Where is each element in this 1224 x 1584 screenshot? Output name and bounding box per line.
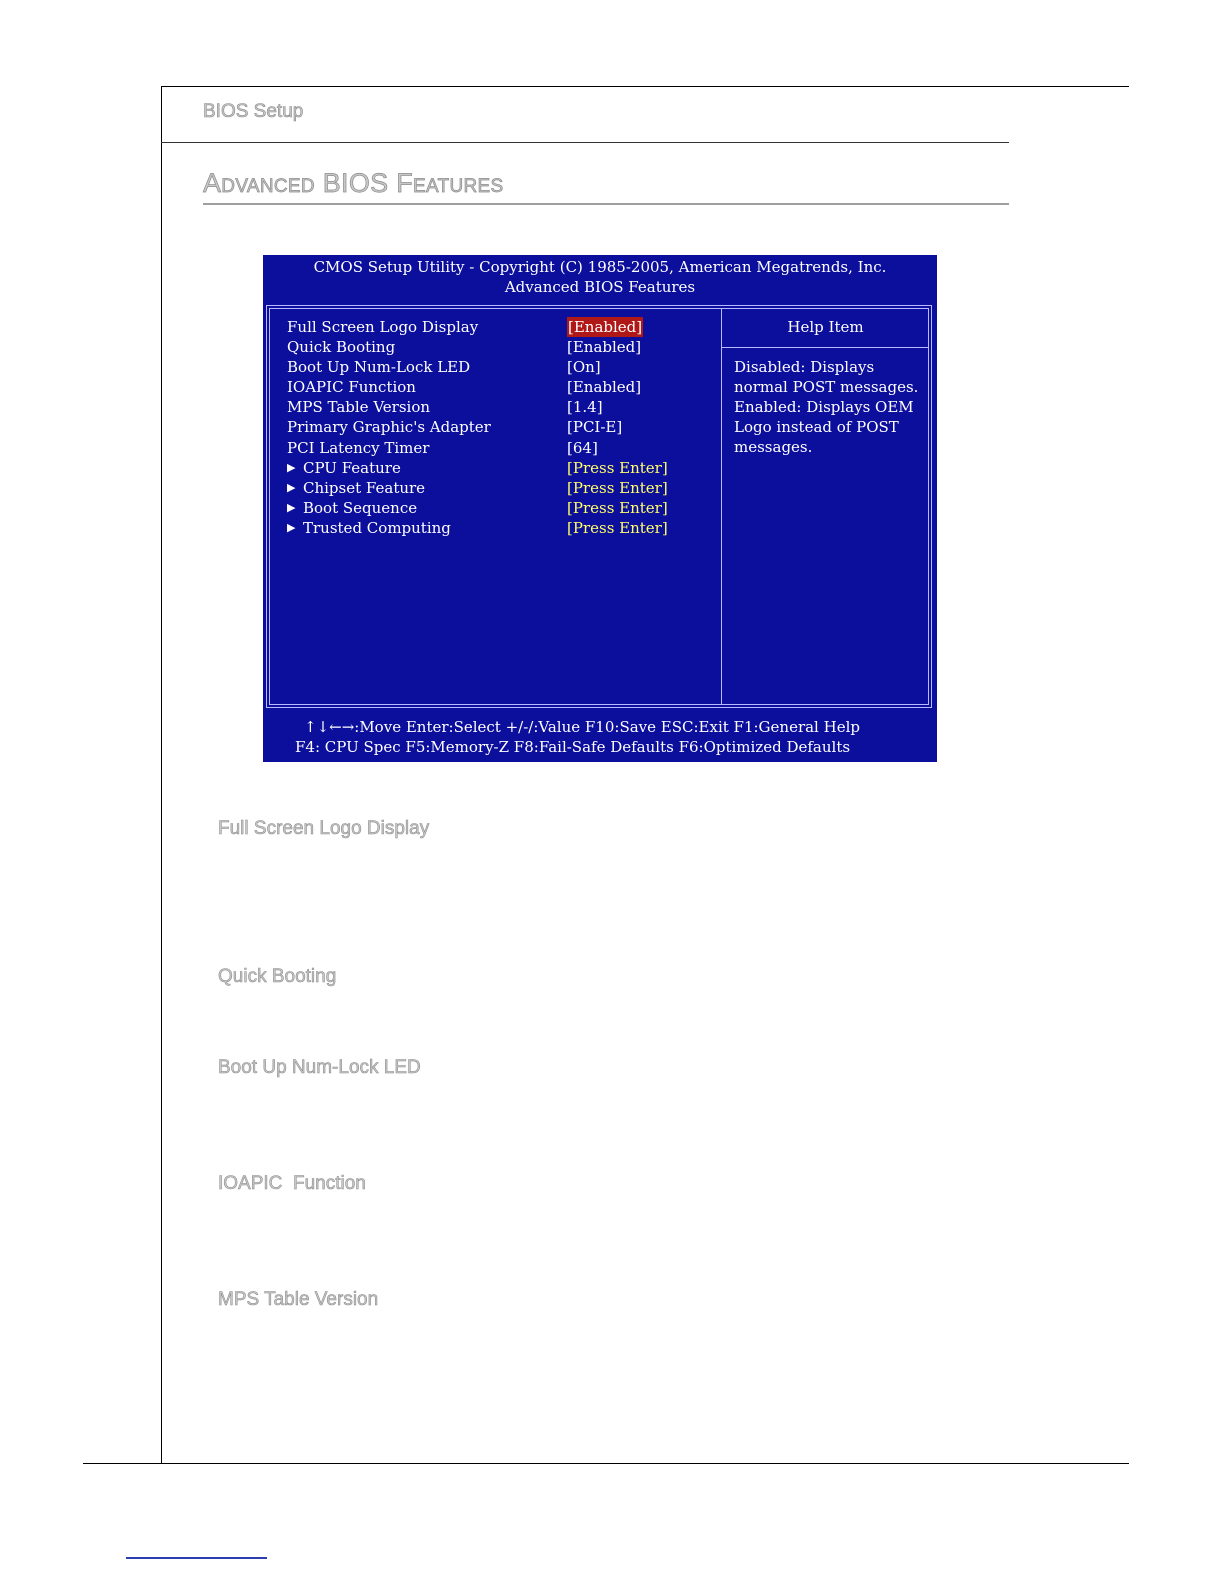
section-heading-quick-booting: Quick Booting bbox=[218, 966, 337, 987]
bios-item-value[interactable]: [Press Enter] bbox=[567, 518, 668, 537]
help-line: Enabled: Displays OEM bbox=[734, 398, 914, 417]
bios-copyright: CMOS Setup Utility - Copyright (C) 1985-2005, American Megatrends, Inc. bbox=[313, 258, 887, 276]
bios-item-label: MPS Table Version bbox=[287, 398, 431, 417]
help-text bbox=[734, 357, 924, 457]
help-title: Help Item bbox=[787, 318, 864, 336]
bios-item-label: Quick Booting bbox=[287, 338, 396, 357]
submenu-arrow-icon: ▶ bbox=[287, 520, 296, 534]
bios-item-label: CPU Feature bbox=[303, 458, 401, 477]
bios-item-label: Chipset Feature bbox=[303, 478, 426, 497]
bios-item-label: Primary Graphic's Adapter bbox=[287, 418, 491, 437]
bios-item-value[interactable]: [Enabled] bbox=[567, 338, 642, 357]
submenu-arrow-icon: ▶ bbox=[287, 500, 296, 514]
help-divider bbox=[722, 347, 929, 348]
bios-item-value[interactable]: [On] bbox=[567, 358, 601, 377]
bios-item-label: IOAPIC Function bbox=[287, 378, 416, 397]
bios-screen-title: Advanced BIOS Features bbox=[504, 278, 696, 296]
submenu-arrow-icon: ▶ bbox=[287, 460, 296, 474]
page-title: Advanced BIOS Features bbox=[203, 168, 504, 198]
footer-link-underline bbox=[126, 1557, 267, 1559]
bios-screenshot bbox=[263, 255, 937, 762]
bios-item-label: Boot Sequence bbox=[303, 498, 418, 517]
bios-item-value[interactable]: [Press Enter] bbox=[567, 478, 668, 497]
submenu-arrow-icon: ▶ bbox=[287, 480, 296, 494]
bios-item-value[interactable]: [64] bbox=[567, 438, 598, 457]
bios-item-value[interactable]: [PCI-E] bbox=[567, 418, 623, 437]
help-line: Disabled: Displays bbox=[734, 358, 875, 376]
bios-column-divider bbox=[721, 308, 722, 705]
bottom-rule bbox=[83, 1463, 1129, 1464]
help-line: messages. bbox=[734, 438, 813, 457]
bios-item-value[interactable]: [Enabled] bbox=[567, 378, 642, 397]
bios-item-value[interactable]: [1.4] bbox=[567, 398, 603, 417]
bios-item-label: Full Screen Logo Display bbox=[287, 318, 479, 336]
top-rule bbox=[161, 86, 1129, 87]
help-line: normal POST messages. bbox=[734, 378, 919, 397]
help-line: Logo instead of POST bbox=[734, 418, 899, 437]
section-heading-ioapic: IOAPIC Function bbox=[218, 1173, 366, 1194]
bios-item-value[interactable]: [Enabled] bbox=[568, 318, 643, 336]
bios-item-value[interactable]: [Press Enter] bbox=[567, 498, 668, 517]
section-heading-mps-table: MPS Table Version bbox=[218, 1289, 379, 1310]
title-underline bbox=[203, 203, 1009, 205]
bios-item-label: PCI Latency Timer bbox=[287, 438, 430, 457]
section-heading-full-screen-logo: Full Screen Logo Display bbox=[218, 818, 430, 839]
bios-item-label: Trusted Computing bbox=[303, 518, 451, 537]
bios-item-value[interactable]: [Press Enter] bbox=[567, 458, 668, 477]
bios-item-label: Boot Up Num-Lock LED bbox=[287, 358, 471, 377]
bios-key-legend-2: F4: CPU Spec F5:Memory-Z F8:Fail-Safe Defaults F6:Optimized Defaults bbox=[295, 738, 851, 756]
section-heading-num-lock: Boot Up Num-Lock LED bbox=[218, 1057, 421, 1078]
header-rule bbox=[161, 142, 1009, 143]
bios-key-legend-1: ↑↓←→:Move Enter:Select +/-/:Value F10:Save ESC:Exit F1:General Help bbox=[304, 718, 860, 736]
left-margin-rule bbox=[161, 86, 162, 1464]
running-header: BIOS Setup bbox=[203, 101, 304, 122]
